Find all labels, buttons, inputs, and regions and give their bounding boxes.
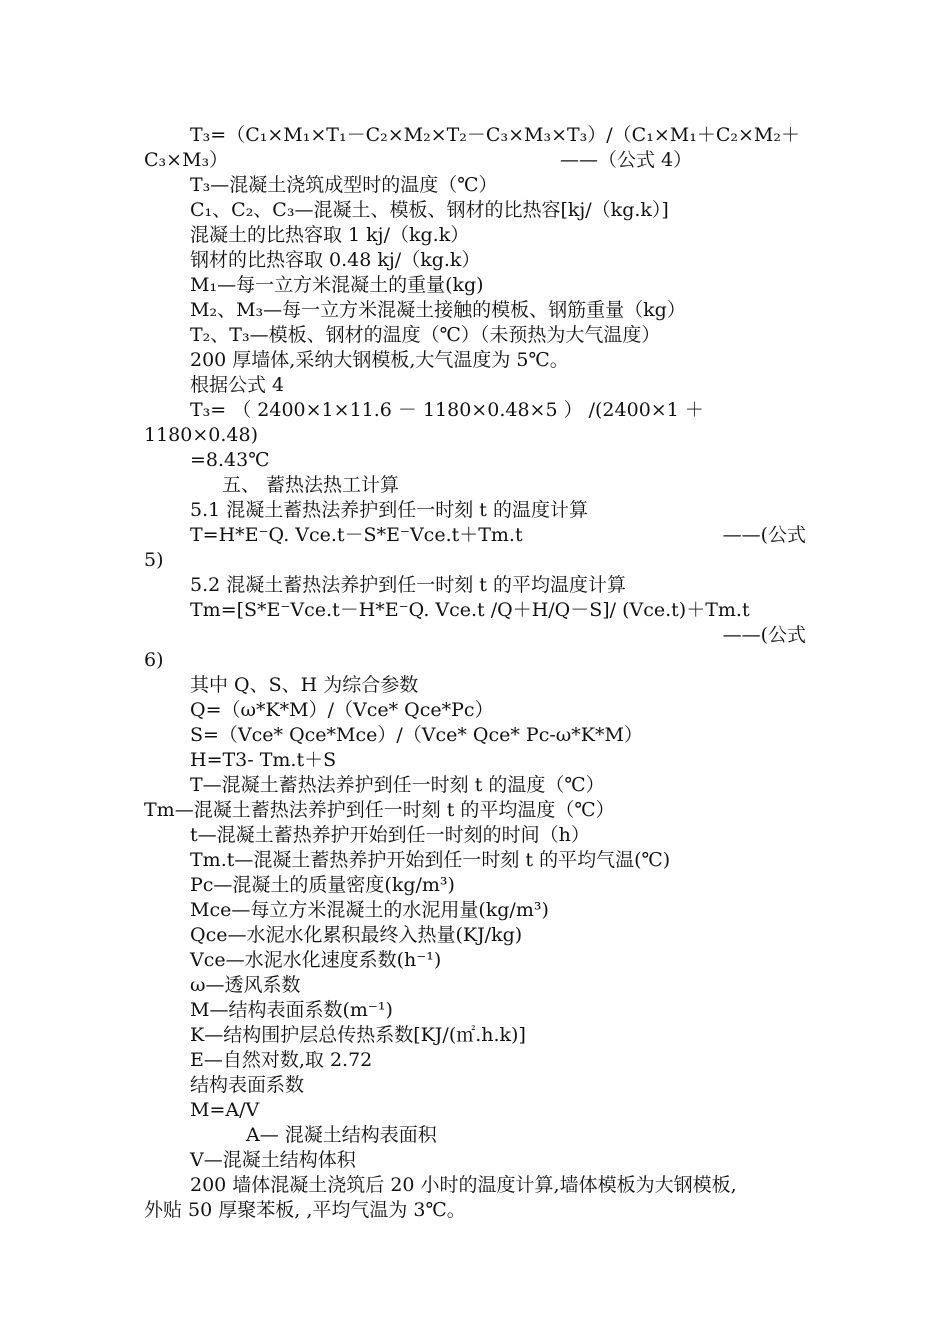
section-5-heading: 五、 蓄热法热工计算 xyxy=(222,474,400,496)
definition-k: K—结构围护层总传热系数[KJ/(㎡.h.k)] xyxy=(190,1024,526,1046)
calculation-result: =8.43℃ xyxy=(190,449,270,471)
steel-specific-heat: 钢材的比热容取 0.48 kj/（kg.k） xyxy=(190,249,481,271)
parameters-intro: 其中 Q、S、H 为综合参数 xyxy=(190,674,419,696)
definition-t3: T₃—混凝土浇筑成型时的温度（℃） xyxy=(190,174,498,196)
definition-tmt: Tm.t—混凝土蓄热养护开始到任一时刻 t 的平均气温(℃) xyxy=(190,849,671,871)
formula-4-label: ——（公式 4） xyxy=(560,149,693,171)
wall-example-line-2: 外贴 50 厚聚苯板, ,平均气温为 3℃。 xyxy=(144,1199,466,1221)
definition-qce: Qce—水泥水化累积最终入热量(KJ/kg) xyxy=(190,924,523,946)
wall-example-line-1: 200 墙体混凝土浇筑后 20 小时的温度计算,墙体模板为大钢模板, xyxy=(190,1174,737,1196)
calculation-line-2: 1180×0.48) xyxy=(144,424,258,446)
definition-m1: M₁—每一立方米混凝土的重量(kg) xyxy=(190,274,484,296)
formula-5: T=H*E⁻Q. Vce.t－S*E⁻Vce.t＋Tm.t xyxy=(190,524,523,546)
definition-v: V—混凝土结构体积 xyxy=(190,1149,356,1171)
definition-e: E—自然对数,取 2.72 xyxy=(190,1049,373,1071)
section-5-2-heading: 5.2 混凝土蓄热法养护到任一时刻 t 的平均温度计算 xyxy=(190,574,626,596)
definition-tm: Tm—混凝土蓄热法养护到任一时刻 t 的平均温度（℃） xyxy=(144,799,615,821)
definition-c: C₁、C₂、C₃—混凝土、模板、钢材的比热容[kj/（kg.k）] xyxy=(190,199,669,221)
formula-s: S=（Vce* Qce*Mce）/（Vce* Qce* Pc-ω*K*M） xyxy=(190,724,643,746)
definition-mce: Mce—每立方米混凝土的水泥用量(kg/m³) xyxy=(190,899,549,921)
definition-m: M—结构表面系数(m⁻¹) xyxy=(190,999,393,1021)
calculation-line-1: T₃= （ 2400×1×11.6 － 1180×0.48×5 ） /(2400×1 ＋ xyxy=(190,399,704,421)
definition-t: T—混凝土蓄热法养护到任一时刻 t 的温度（℃） xyxy=(190,774,605,796)
formula-4-line-2: C₃×M₃） xyxy=(144,149,229,171)
definition-vce: Vce—水泥水化速度系数(h⁻¹) xyxy=(190,949,442,971)
formula-5-label: ——(公式 xyxy=(722,524,806,546)
section-5-1-heading: 5.1 混凝土蓄热法养护到任一时刻 t 的温度计算 xyxy=(190,499,588,521)
formula-6-label: ——(公式 xyxy=(722,624,806,646)
definition-time: t—混凝土蓄热养护开始到任一时刻的时间（h） xyxy=(190,824,590,846)
formula-5-label-end: 5) xyxy=(144,549,164,571)
concrete-specific-heat: 混凝土的比热容取 1 kj/（kg.k） xyxy=(190,224,470,246)
definition-t2-t3: T₂、T₃—模板、钢材的温度（℃）（未预热为大气温度） xyxy=(190,324,661,346)
formula-6: Tm=[S*E⁻Vce.t－H*E⁻Q. Vce.t /Q＋H/Q－S]/ (Vce.t)＋Tm.t xyxy=(190,599,750,621)
definition-m2-m3: M₂、M₃—每一立方米混凝土接触的模板、钢筋重量（kg） xyxy=(190,299,686,321)
definition-a: A— 混凝土结构表面积 xyxy=(246,1124,437,1146)
formula-6-label-end: 6) xyxy=(144,649,164,671)
according-formula-4: 根据公式 4 xyxy=(190,374,285,396)
formula-h: H=T3- Tm.t＋S xyxy=(190,749,337,771)
formula-4-line-1: T₃=（C₁×M₁×T₁－C₂×M₂×T₂－C₃×M₃×T₃）/（C₁×M₁＋C₂×M₂＋ xyxy=(190,124,800,146)
definition-omega: ω—透风系数 xyxy=(190,974,301,996)
formula-q: Q=（ω*K*M）/（Vce* Qce*Pc） xyxy=(190,699,494,721)
definition-pc: Pc—混凝土的质量密度(kg/m³) xyxy=(190,874,455,896)
wall-condition: 200 厚墙体,采纳大钢模板,大气温度为 5℃。 xyxy=(190,349,569,371)
formula-m: M=A/V xyxy=(190,1099,260,1121)
surface-factor-heading: 结构表面系数 xyxy=(190,1074,305,1096)
